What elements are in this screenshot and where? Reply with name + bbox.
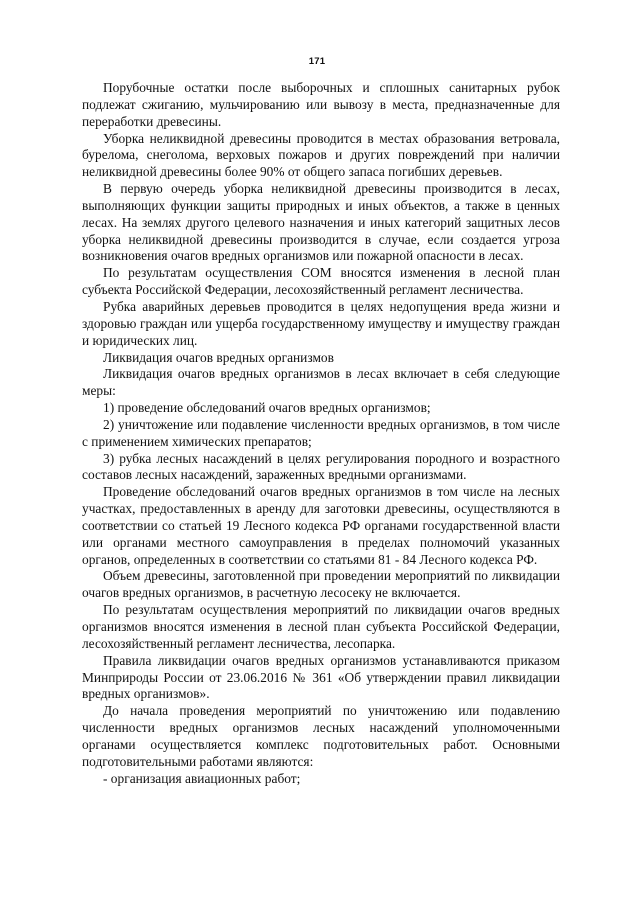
list-item-2: 2) уничтожение или подавление численности вредных организмов, в том числе с применением химических препаратов; [82, 416, 560, 449]
paragraph-hazard-trees: Рубка аварийных деревьев проводится в целях недопущения вреда жизни и здоровью граждан или ущерба государственному имуществу и имуществу граждан и юридических лиц. [82, 298, 560, 348]
list-item-aviation: - организация авиационных работ; [103, 770, 301, 786]
body-text [82, 80, 560, 787]
paragraph-surveys: Проведение обследований очагов вредных организмов в том числе на лесных участках, предоставленных в аренду для заготовки древесины, осуществляются в соответствии со статьей 19 Лесного кодекса РФ органами государственной власти или органами местного самоуправления в пределах полномочий указанных органов, определенных в соответствии со статьями 81 - 84 Лесного кодекса РФ. [82, 484, 560, 567]
paragraph-liquidation-results: По результатам осуществления мероприятий по ликвидации очагов вредных организмов вносятся изменения в лесной план субъекта Российской Федерации, лесохозяйственный регламент лесничества, лесопарка. [82, 602, 560, 651]
paragraph-preparatory-works: До начала проведения мероприятий по уничтожению или подавлению численности вредных организмов лесных насаждений уполномоченными органами осуществляется комплекс подготовительных работ. Основными подготовительными работами являются: [82, 703, 560, 769]
list-item-1: 1) проведение обследований очагов вредных организмов; [103, 400, 431, 416]
paragraph-som-results: По результатам осуществления СОМ вносятся изменения в лесной план субъекта Российской Федерации, лесохозяйственный регламент лесничества. [82, 265, 560, 298]
list-item-3: 3) рубка лесных насаждений в целях регулирования породного и возрастного составов лесных насаждений, зараженных вредными организмами. [82, 450, 560, 483]
paragraph-rules: Правила ликвидации очагов вредных организмов устанавливаются приказом Минприроды России от 23.06.2016 № 361 «Об утверждении правил ликвидации вредных организмов». [82, 652, 560, 702]
paragraph-slash-residues: Порубочные остатки после выборочных и сплошных санитарных рубок подлежат сжиганию, мульчированию или вывозу в места, предназначенные для переработки древесины. [82, 80, 560, 129]
paragraph-wood-volume: Объем древесины, заготовленной при проведении мероприятий по ликвидации очагов вредных организмов, в расчетную лесосеку не включается. [82, 568, 560, 601]
paragraph-priority-removal: В первую очередь уборка неликвидной древесины производится в лесах, выполняющих функции защиты природных и иных объектов, а также в ценных лесах. На землях другого целевого назначения и иных категорий защитных лесов уборка неликвидной древесины производится в случае, если создается угроза возникновения очагов вредных организмов или пожарной опасности в лесах. [82, 181, 560, 264]
paragraph-measures-intro: Ликвидация очагов вредных организмов в лесах включает в себя следующие меры: [82, 366, 560, 399]
page-number: 171 [308, 56, 326, 67]
section-heading: Ликвидация очагов вредных организмов [103, 349, 334, 365]
paragraph-illiquid-wood-removal: Уборка неликвидной древесины проводится в местах образования ветровала, бурелома, снеголома, верховых пожаров и других повреждений при наличии неликвидной древесины более 90% от общего запаса погибших деревьев. [82, 130, 560, 180]
